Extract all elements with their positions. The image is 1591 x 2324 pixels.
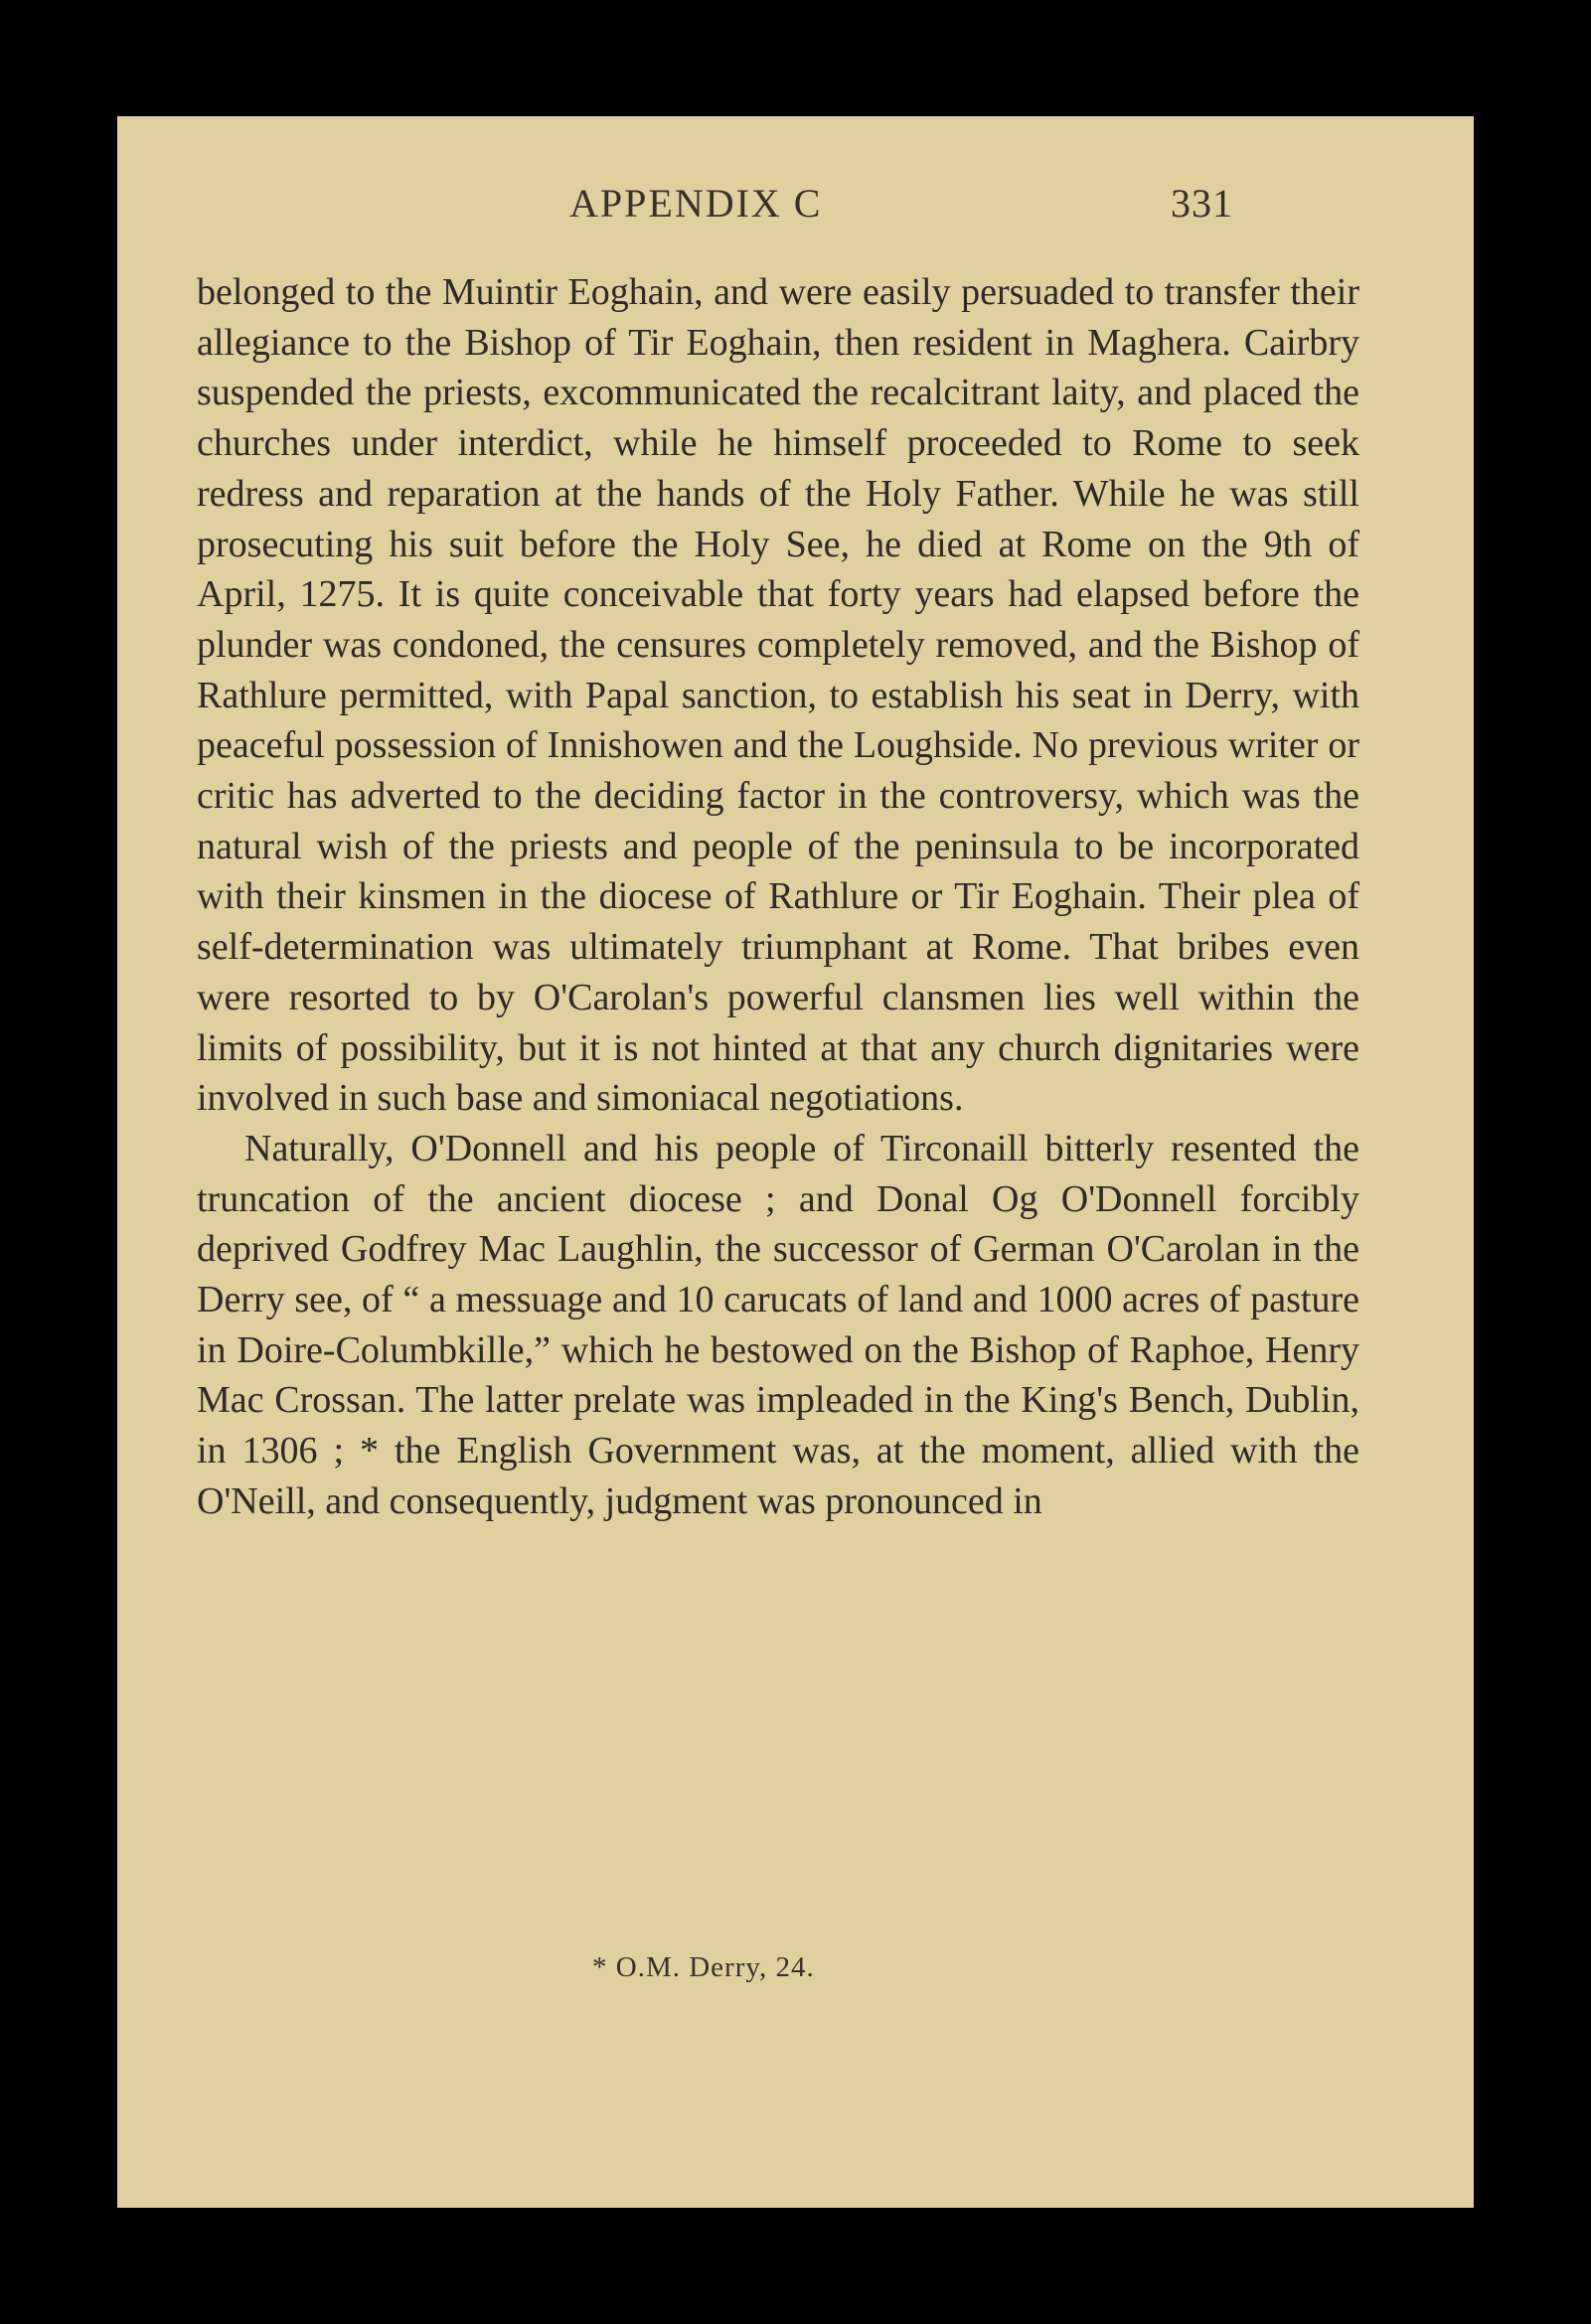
- page-number: 331: [1171, 181, 1233, 226]
- body-text: [197, 267, 1359, 1527]
- running-title: APPENDIX C: [569, 181, 823, 226]
- paragraph-2: Naturally, O'Donnell and his people of Tirconaill bitterly resented the truncation of the ancient diocese ; and Donal Og O'Donnell forcibly deprived Godfrey Mac Laughlin, the successor of German O'Carolan in the Derry see, of “ a messuage and 10 carucats of land and 1000 acres of pasture in Doire-Columbkille,” which he bestowed on the Bishop of Raphoe, Henry Mac Crossan. The latter prelate was impleaded in the King's Bench, Dublin, in 1306 ; * the English Government was, at the moment, allied with the O'Neill, and consequently, judgment was pronounced in: [197, 1127, 1359, 1522]
- paragraph-1: belonged to the Muintir Eoghain, and were easily persuaded to transfer their allegiance to the Bishop of Tir Eoghain, then resident in Maghera. Cairbry suspended the priests, excommunicated the recalcitrant laity, and placed the churches under interdict, while he himself proceeded to Rome to seek redress and reparation at the hands of the Holy Father. While he was still prosecuting his suit before the Holy See, he died at Rome on the 9th of April, 1275. It is quite conceivable that forty years had elapsed before the plunder was condoned, the censures completely removed, and the Bishop of Rathlure permitted, with Papal sanction, to establish his seat in Derry, with peaceful possession of Innishowen and the Loughside. No previous writer or critic has adverted to the deciding factor in the controversy, which was the natural wish of the priests and people of the peninsula to be incorporated with their kinsmen in the diocese of Rathlure or Tir Eoghain. Their plea of self-determination was ultimately triumphant at Rome. That bribes even were resorted to by O'Carolan's powerful clansmen lies well within the limits of possibility, but it is not hinted at that any church dignitaries were involved in such base and simoniacal negotiations.: [197, 271, 1359, 1120]
- page-header: [117, 180, 1474, 239]
- book-page: [117, 116, 1474, 2208]
- footnote: * O.M. Derry, 24.: [592, 1951, 815, 1983]
